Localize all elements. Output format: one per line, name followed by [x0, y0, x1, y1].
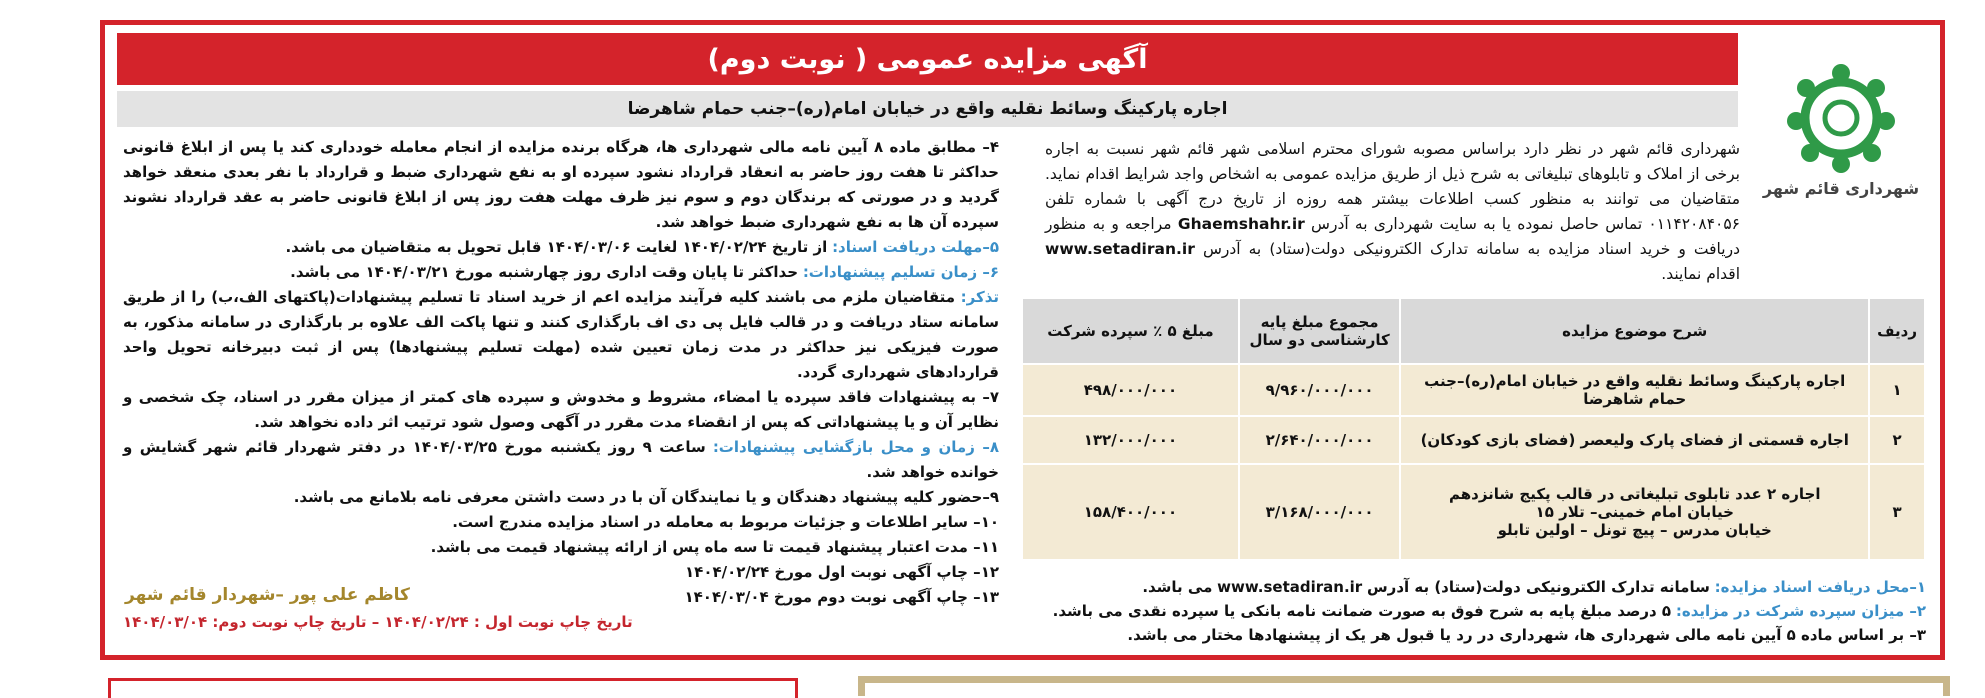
- row-subject: اجاره قسمتی از فضای پارک ولیعصر (فضای بازی کودکان): [1400, 416, 1869, 464]
- intro-text-3: اقدام نمایند.: [1661, 265, 1740, 283]
- note-1-text: سامانه تدارک الکترونیکی دولت(ستاد) به آدرس: [1366, 578, 1710, 596]
- row-subject-line: اجاره ۲ عدد تابلوی تبلیغاتی در قالب پکیج شانزدهم: [1448, 485, 1821, 503]
- setad-link-2[interactable]: www.setadiran.ir: [1217, 578, 1363, 596]
- row-subject: [1400, 464, 1869, 560]
- table-row: [1022, 464, 1925, 560]
- website-link[interactable]: Ghaemshahr.ir: [1177, 215, 1305, 233]
- intro-paragraph: [1045, 137, 1740, 287]
- note-2: [1045, 599, 1926, 623]
- note-tazakor: [123, 285, 999, 385]
- row-deposit: ۱۵۸/۴۰۰/۰۰۰: [1022, 464, 1239, 560]
- row-no: ۲: [1869, 416, 1925, 464]
- auction-items-table: [1021, 297, 1926, 561]
- header-subject: شرح موضوع مزایده: [1400, 298, 1869, 364]
- note-5-label: ۵–مهلت دریافت اسناد:: [832, 238, 999, 256]
- row-no: ۳: [1869, 464, 1925, 560]
- note-9: ۹–حضور کلیه پیشنهاد دهندگان و یا نمایندگان آن با در دست داشتن معرفی نامه بلامانع می باشد.: [293, 488, 999, 506]
- row-base-price: ۳/۱۶۸/۰۰۰/۰۰۰: [1239, 464, 1400, 560]
- row-base-price: ۲/۶۴۰/۰۰۰/۰۰۰: [1239, 416, 1400, 464]
- table-header-row: [1022, 298, 1925, 364]
- notice-frame: [100, 20, 1945, 660]
- note-1-end: می باشد.: [1142, 578, 1213, 596]
- setad-link[interactable]: www.setadiran.ir: [1045, 240, 1195, 258]
- org-name: شهرداری قائم شهر: [1762, 179, 1920, 198]
- row-subject-line: خیابان مدرس – پیچ تونل – اولین تابلو: [1497, 521, 1772, 539]
- row-deposit: ۱۳۲/۰۰۰/۰۰۰: [1022, 416, 1239, 464]
- note-5-text: از تاریخ ۱۴۰۴/۰۲/۲۴ لغایت ۱۴۰۴/۰۳/۰۶ قابل تحویل به متقاضیان می باشد.: [285, 238, 828, 256]
- note-1-label: ۱–محل دریافت اسناد مزایده:: [1714, 578, 1926, 596]
- right-notes: [1045, 575, 1926, 647]
- note-11: ۱۱– مدت اعتبار پیشنهاد قیمت تا سه ماه پس از ارائه پیشنهاد قیمت می باشد.: [430, 538, 999, 556]
- note-6-label: ۶– زمان تسلیم پیشنهادات:: [802, 263, 999, 281]
- notice-subtitle: اجاره پارکینگ وسائط نقلیه واقع در خیابان امام(ره)–جنب حمام شاهرضا: [117, 91, 1738, 127]
- note-4: ۴– مطابق ماده ۸ آیین نامه مالی شهرداری ها، هرگاه برنده مزایده از انجام معامله خودداری کند یا پس از ابلاغ قانونی حداکثر تا هفت روز حاضر به انعقاد قرارداد نشود سپرده او به نفع شهرداری ضبط و قرارداد با نفر بعدی منعقد خواهد گردید و در صورتی که برندگان دوم و سوم نیز ظرف مهلت هفت روز پس از ابلاغ قانونی حاضر به عقد قرارداد نشوند سپرده آن ها به نفع شهرداری ضبط خواهد شد.: [123, 138, 1000, 231]
- row-subject: اجاره پارکینگ وسائط نقلیه واقع در خیابان امام(ره)–جنب حمام شاهرضا: [1400, 364, 1869, 416]
- note-7: ۷– به پیشنهادات فاقد سپرده یا امضاء، مشروط و مخدوش و سپرده های کمتر از میزان مقرر در اسناد، چک شخصی و نظایر آن و یا پیشنهاداتی که پس از انقضاء مدت مقرر در آگهی وصول شود ترتیب اثر داده نخواهد شد.: [123, 388, 999, 431]
- municipality-logo: [1752, 63, 1930, 213]
- left-notes: [123, 135, 999, 610]
- note-3: ۳– بر اساس ماده ۵ آیین نامه مالی شهرداری ها، شهرداری در رد یا قبول هر یک از پیشنهادها مختار می باشد.: [1127, 626, 1926, 644]
- note-2-text: ۵ درصد مبلغ پایه به شرح فوق به صورت ضمانت نامه بانکی یا سپرده نقدی می باشد.: [1052, 602, 1672, 620]
- intro-text-2: مراجعه و به منظور دریافت و خرید اسناد مزایده به سامانه تدارک الکترونیکی دولت(ستاد) به آدرس: [1045, 215, 1740, 258]
- next-ad-frame-right: [858, 676, 1950, 696]
- note-12: ۱۲– چاپ آگهی نوبت اول مورخ ۱۴۰۴/۰۲/۲۴: [685, 563, 999, 581]
- table-row: [1022, 416, 1925, 464]
- note-13: ۱۳– چاپ آگهی نوبت دوم مورخ ۱۴۰۴/۰۳/۰۴: [684, 588, 999, 606]
- next-ad-frame-left: [108, 678, 798, 698]
- tazakor-text: متقاضیان ملزم می باشند کلیه فرآیند مزایده اعم از خرید اسناد تا تسلیم پیشنهادات(پاکتهای الف،ب) را از طریق سامانه ستاد دریافت و در قالب فایل پی دی اف بارگذاری کنند و تنها پاکت الف علاوه بر بارگذاری در سامانه مذکور، به صورت فیزیکی نیز حداکثر در مدت زمان تعیین شده (مهلت تسلیم پیشنهادها) پس از ثبت دبیرخانه تحویل واحد قراردادهای شهرداری گردد.: [123, 288, 999, 381]
- note-10: ۱۰– سایر اطلاعات و جزئیات مربوط به معامله در اسناد مزایده مندرج است.: [452, 513, 999, 531]
- note-8-label: ۸– زمان و محل بازگشایی پیشنهادات:: [712, 438, 999, 456]
- row-subject-line: خیابان امام خمینی– تلار ۱۵: [1535, 503, 1734, 521]
- table-row: [1022, 364, 1925, 416]
- header-base-price: مجموع مبلغ پایه کارشناسی دو سال: [1239, 298, 1400, 364]
- print-dates: تاریخ چاپ نوبت اول : ۱۴۰۴/۰۲/۲۴ – تاریخ چاپ نوبت دوم: ۱۴۰۴/۰۳/۰۴: [123, 613, 633, 631]
- municipality-logo-icon: [1782, 63, 1900, 173]
- note-1: [1045, 575, 1926, 599]
- row-no: ۱: [1869, 364, 1925, 416]
- note-6-text: حداکثر تا پایان وقت اداری روز چهارشنبه مورخ ۱۴۰۴/۰۳/۲۱ می باشد.: [290, 263, 799, 281]
- note-2-label: ۲– میزان سپرده شرکت در مزایده:: [1675, 602, 1926, 620]
- tazakor-label: تذکر:: [960, 288, 999, 306]
- mayor-signature: کاظم علی پور –شهردار قائم شهر: [125, 585, 410, 605]
- row-base-price: ۹/۹۶۰/۰۰۰/۰۰۰: [1239, 364, 1400, 416]
- note-8: [123, 435, 999, 485]
- row-deposit: ۴۹۸/۰۰۰/۰۰۰: [1022, 364, 1239, 416]
- header-row-no: ردیف: [1869, 298, 1925, 364]
- note-5: [123, 235, 999, 260]
- note-8-text: ساعت ۹ روز یکشنبه مورخ ۱۴۰۴/۰۳/۲۵ در دفتر شهردار قائم شهر گشایش و خوانده خواهد شد.: [123, 438, 999, 481]
- intro-text-1: شهرداری قائم شهر در نظر دارد براساس مصوبه شورای محترم اسلامی شهر قائم شهر نسبت به اجاره برخی از املاک و تابلوهای تبلیغاتی به شرح ذیل از طریق مزایده عمومی به اشخاص واجد شرایط اقدام نماید. متقاضیان می توانند به منظور کسب اطلاعات بیشتر همه روزه از تاریخ درج آگهی با شماره تلفن ۰۱۱۴۲۰۸۴۰۵۶ تماس حاصل نموده یا به سایت شهرداری به آدرس: [1045, 140, 1740, 233]
- notice-title: آگهی مزایده عمومی ( نوبت دوم): [117, 33, 1738, 85]
- note-6: [123, 260, 999, 285]
- header-deposit: مبلغ ۵ ٪ سپرده شرکت: [1022, 298, 1239, 364]
